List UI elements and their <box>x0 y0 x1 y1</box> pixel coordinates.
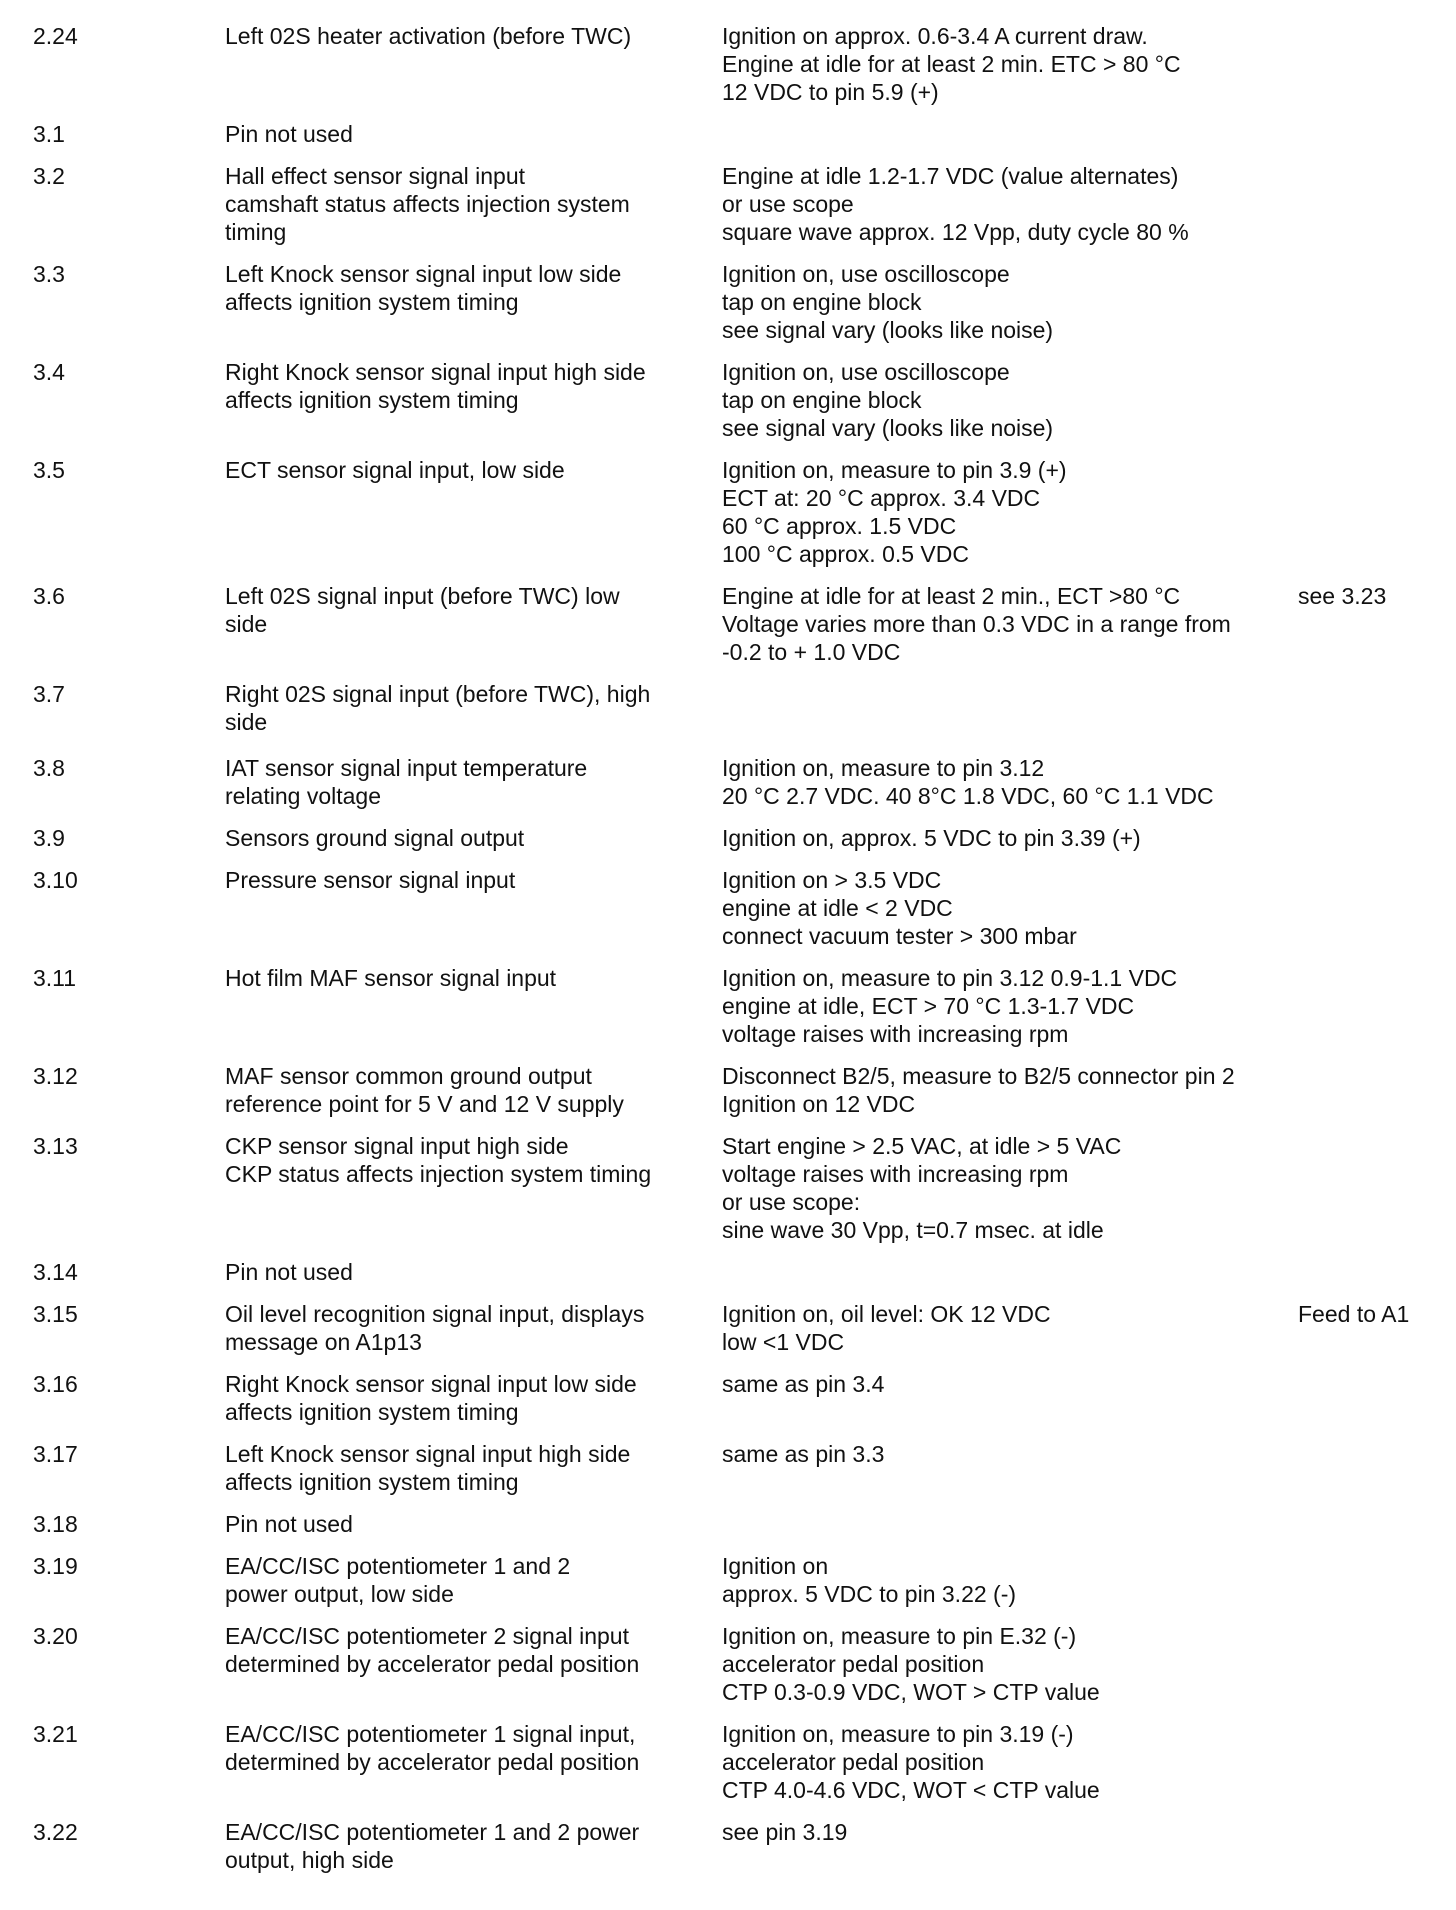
test-condition-line: Ignition on, measure to pin 3.12 <box>722 755 1045 781</box>
test-condition-line: Ignition on, use oscilloscope <box>722 359 1010 385</box>
pin-number: 3.16 <box>33 1371 78 1397</box>
pin-function-line: affects ignition system timing <box>225 1469 519 1495</box>
pin-function-line: Pin not used <box>225 1259 353 1285</box>
pin-function-line: Right 02S signal input (before TWC), high <box>225 681 651 707</box>
pin-note: see 3.23 <box>1298 583 1387 609</box>
pin-number: 3.14 <box>33 1259 78 1285</box>
test-condition-line: approx. 5 VDC to pin 3.22 (-) <box>722 1581 1017 1607</box>
pin-function <box>225 1300 705 1356</box>
test-condition-line: Ignition on <box>722 1553 829 1579</box>
pin-function <box>225 22 705 50</box>
test-condition-line: engine at idle, ECT > 70 °C 1.3-1.7 VDC <box>722 993 1135 1019</box>
test-condition-line: tap on engine block <box>722 289 922 315</box>
pin-function <box>225 964 705 992</box>
pin-number: 3.15 <box>33 1301 78 1327</box>
test-condition-line: Engine at idle 1.2-1.7 VDC (value alternates) <box>722 163 1179 189</box>
pin-function <box>225 866 705 894</box>
test-condition-line: same as pin 3.4 <box>722 1371 885 1397</box>
pin-number: 3.7 <box>33 681 65 707</box>
pin-number: 2.24 <box>33 23 78 49</box>
test-condition-line: connect vacuum tester > 300 mbar <box>722 923 1077 949</box>
pin-function-line: Left Knock sensor signal input high side <box>225 1441 631 1467</box>
pin-function-line: power output, low side <box>225 1581 454 1607</box>
test-condition-line: -0.2 to + 1.0 VDC <box>722 639 901 665</box>
test-condition <box>722 1132 1292 1244</box>
test-condition-line: Ignition on, measure to pin 3.9 (+) <box>722 457 1067 483</box>
pin-function-line: timing <box>225 219 287 245</box>
test-condition-line: Ignition on approx. 0.6-3.4 A current draw. <box>722 23 1148 49</box>
pin-function <box>225 824 705 852</box>
pin-function-line: MAF sensor common ground output <box>225 1063 592 1089</box>
test-condition-line: voltage raises with increasing rpm <box>722 1021 1069 1047</box>
pin-function-line: Pin not used <box>225 1511 353 1537</box>
pin-function-line: CKP sensor signal input high side <box>225 1133 569 1159</box>
pin-number: 3.11 <box>33 965 77 991</box>
test-condition <box>722 260 1292 344</box>
test-condition-line: or use scope: <box>722 1189 861 1215</box>
pin-function-line: affects ignition system timing <box>225 1399 519 1425</box>
pin-function <box>225 1552 705 1608</box>
pin-function-line: EA/CC/ISC potentiometer 2 signal input <box>225 1623 629 1649</box>
pin-function-line: Sensors ground signal output <box>225 825 525 851</box>
pin-function <box>225 1370 705 1426</box>
pin-number: 3.18 <box>33 1511 78 1537</box>
pin-function <box>225 1132 705 1188</box>
test-condition-line: CTP 4.0-4.6 VDC, WOT < CTP value <box>722 1777 1100 1803</box>
test-condition <box>722 582 1292 666</box>
test-condition-line: ECT at: 20 °C approx. 3.4 VDC <box>722 485 1041 511</box>
pin-function <box>225 260 705 316</box>
test-condition <box>722 1622 1292 1706</box>
pin-function-line: affects ignition system timing <box>225 289 519 315</box>
test-condition <box>722 456 1292 568</box>
test-condition-line: Ignition on 12 VDC <box>722 1091 916 1117</box>
pin-function-line: side <box>225 709 268 735</box>
pin-note: Feed to A1 <box>1298 1301 1410 1327</box>
pin-function <box>225 456 705 484</box>
pin-function-line: Pin not used <box>225 121 353 147</box>
test-condition <box>722 1300 1292 1356</box>
pin-function-line: CKP status affects injection system timing <box>225 1161 652 1187</box>
test-condition-line: tap on engine block <box>722 387 922 413</box>
test-condition <box>722 22 1292 106</box>
pin-function <box>225 358 705 414</box>
test-condition-line: low <1 VDC <box>722 1329 845 1355</box>
pin-function <box>225 1258 705 1286</box>
pin-number: 3.1 <box>33 121 65 147</box>
pin-function-line: determined by accelerator pedal position <box>225 1749 640 1775</box>
pin-function-line: Hall effect sensor signal input <box>225 163 526 189</box>
pin-function <box>225 680 705 736</box>
test-condition-line: Ignition on, oil level: OK 12 VDC <box>722 1301 1051 1327</box>
test-condition <box>722 866 1292 950</box>
pin-number: 3.13 <box>33 1133 78 1159</box>
test-condition-line: 12 VDC to pin 5.9 (+) <box>722 79 939 105</box>
pin-function <box>225 1818 705 1874</box>
test-condition-line: Disconnect B2/5, measure to B2/5 connector pin 2 <box>722 1063 1235 1089</box>
test-condition-line: see signal vary (looks like noise) <box>722 415 1054 441</box>
pin-function <box>225 120 705 148</box>
pin-number: 3.19 <box>33 1553 78 1579</box>
test-condition-line: CTP 0.3-0.9 VDC, WOT > CTP value <box>722 1679 1100 1705</box>
pin-function-line: EA/CC/ISC potentiometer 1 and 2 <box>225 1553 571 1579</box>
test-condition-line: Ignition on, use oscilloscope <box>722 261 1010 287</box>
pin-function <box>225 162 705 246</box>
test-condition-line: engine at idle < 2 VDC <box>722 895 953 921</box>
test-condition-line: Ignition on, measure to pin E.32 (-) <box>722 1623 1077 1649</box>
pin-function-line: Left 02S signal input (before TWC) low <box>225 583 620 609</box>
pin-number: 3.20 <box>33 1623 78 1649</box>
pin-number: 3.2 <box>33 163 65 189</box>
pin-function-line: Left 02S heater activation (before TWC) <box>225 23 632 49</box>
test-condition-line: Ignition on, measure to pin 3.12 0.9-1.1 VDC <box>722 965 1178 991</box>
pin-function <box>225 754 705 810</box>
pin-number: 3.8 <box>33 755 65 781</box>
test-condition-line: Engine at idle for at least 2 min., ECT >80 °C <box>722 583 1181 609</box>
test-condition-line: 100 °C approx. 0.5 VDC <box>722 541 969 567</box>
pin-number: 3.5 <box>33 457 65 483</box>
pin-function <box>225 1062 705 1118</box>
pin-function <box>225 582 705 638</box>
pin-number: 3.12 <box>33 1063 78 1089</box>
test-condition-line: sine wave 30 Vpp, t=0.7 msec. at idle <box>722 1217 1104 1243</box>
pin-function-line: side <box>225 611 268 637</box>
test-condition <box>722 1440 1292 1468</box>
pin-function-line: output, high side <box>225 1847 394 1873</box>
test-condition-line: Ignition on, approx. 5 VDC to pin 3.39 (+) <box>722 825 1141 851</box>
pin-function-line: ECT sensor signal input, low side <box>225 457 565 483</box>
pin-number: 3.10 <box>33 867 78 893</box>
test-condition-line: Engine at idle for at least 2 min. ETC > 80 °C <box>722 51 1181 77</box>
test-condition-line: square wave approx. 12 Vpp, duty cycle 80 % <box>722 219 1189 245</box>
pin-function-line: determined by accelerator pedal position <box>225 1651 640 1677</box>
pin-function <box>225 1440 705 1496</box>
pin-function-line: camshaft status affects injection system <box>225 191 630 217</box>
pin-function <box>225 1720 705 1776</box>
pin-number: 3.6 <box>33 583 65 609</box>
pin-number: 3.17 <box>33 1441 78 1467</box>
test-condition <box>722 162 1292 246</box>
pin-function-line: relating voltage <box>225 783 381 809</box>
pin-function-line: Right Knock sensor signal input low side <box>225 1371 637 1397</box>
pin-function <box>225 1510 705 1538</box>
test-condition-line: Voltage varies more than 0.3 VDC in a range from <box>722 611 1231 637</box>
pin-function-line: IAT sensor signal input temperature <box>225 755 588 781</box>
pin-number: 3.3 <box>33 261 65 287</box>
test-condition <box>722 358 1292 442</box>
test-condition-line: Ignition on > 3.5 VDC <box>722 867 942 893</box>
test-condition <box>722 1370 1292 1398</box>
pin-number: 3.4 <box>33 359 65 385</box>
test-condition-line: 20 °C 2.7 VDC. 40 8°C 1.8 VDC, 60 °C 1.1 VDC <box>722 783 1214 809</box>
test-condition <box>722 1818 1292 1846</box>
pin-function-line: Right Knock sensor signal input high side <box>225 359 646 385</box>
test-condition <box>722 1062 1292 1118</box>
pin-function-line: Left Knock sensor signal input low side <box>225 261 622 287</box>
test-condition-line: see pin 3.19 <box>722 1819 848 1845</box>
pin-function-line: affects ignition system timing <box>225 387 519 413</box>
test-condition <box>722 1552 1292 1608</box>
pin-function-line: message on A1p13 <box>225 1329 422 1355</box>
pin-function-line: Pressure sensor signal input <box>225 867 516 893</box>
test-condition-line: voltage raises with increasing rpm <box>722 1161 1069 1187</box>
pin-function-line: EA/CC/ISC potentiometer 1 and 2 power <box>225 1819 640 1845</box>
pin-number: 3.21 <box>33 1721 78 1747</box>
test-condition <box>722 824 1292 852</box>
test-condition-line: Ignition on, measure to pin 3.19 (-) <box>722 1721 1074 1747</box>
test-condition-line: 60 °C approx. 1.5 VDC <box>722 513 957 539</box>
test-condition <box>722 964 1292 1048</box>
test-condition-line: see signal vary (looks like noise) <box>722 317 1054 343</box>
pin-function-line: reference point for 5 V and 12 V supply <box>225 1091 624 1117</box>
test-condition <box>722 754 1292 810</box>
test-condition <box>722 1720 1292 1804</box>
pin-function <box>225 1622 705 1678</box>
pin-function-line: Hot film MAF sensor signal input <box>225 965 557 991</box>
test-condition-line: accelerator pedal position <box>722 1651 985 1677</box>
pin-number: 3.22 <box>33 1819 78 1845</box>
pin-function-line: Oil level recognition signal input, displays <box>225 1301 645 1327</box>
test-condition-line: or use scope <box>722 191 854 217</box>
pin-number: 3.9 <box>33 825 65 851</box>
pin-function-line: EA/CC/ISC potentiometer 1 signal input, <box>225 1721 636 1747</box>
test-condition-line: same as pin 3.3 <box>722 1441 885 1467</box>
test-condition-line: accelerator pedal position <box>722 1749 985 1775</box>
test-condition-line: Start engine > 2.5 VAC, at idle > 5 VAC <box>722 1133 1122 1159</box>
